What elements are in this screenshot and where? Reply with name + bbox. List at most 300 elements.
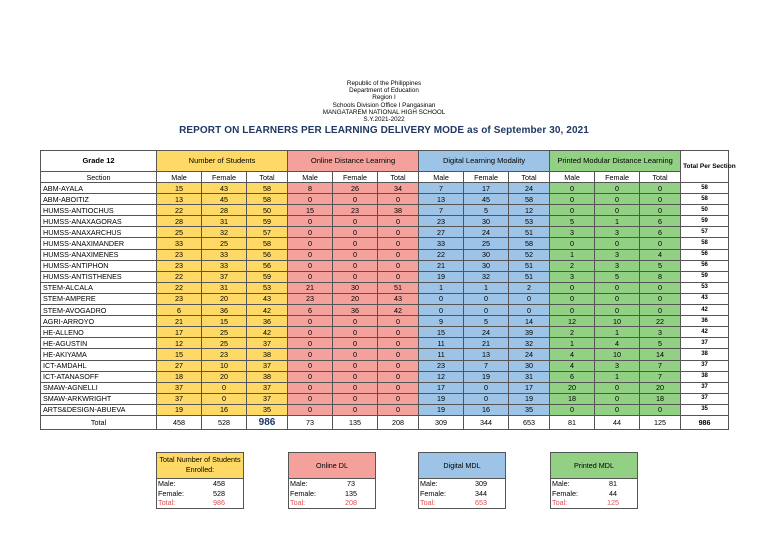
value-cell: 0	[202, 382, 247, 393]
section-name: HUMSS-ANAXAGORAS	[41, 216, 157, 227]
summary-female-row	[157, 489, 243, 499]
value-cell: 0	[464, 293, 509, 304]
value-cell: 42	[247, 305, 288, 316]
value-cell: 0	[333, 227, 378, 238]
value-cell: 33	[157, 238, 202, 249]
table-row	[41, 249, 729, 260]
value-cell: 37	[202, 271, 247, 282]
table-row	[41, 238, 729, 249]
value-cell: 32	[464, 271, 509, 282]
value-cell: 58	[247, 194, 288, 205]
value-cell: 1	[419, 282, 464, 293]
summary-label: Male:	[420, 479, 438, 488]
summary-title: Digital MDL	[419, 453, 505, 479]
value-cell: 0	[378, 260, 419, 271]
report-title: REPORT ON LEARNERS PER LEARNING DELIVERY MODE as of September 30, 2021	[179, 125, 589, 136]
section-name: STEM-ALCALA	[41, 282, 157, 293]
value-cell: 23	[419, 360, 464, 371]
value-cell: 0	[288, 360, 333, 371]
value-cell: 3	[550, 227, 595, 238]
sub-total: Total	[247, 172, 288, 183]
value-cell: 42	[378, 305, 419, 316]
table-row	[41, 338, 729, 349]
section-total-cell: 56	[681, 260, 729, 271]
learners-table	[40, 150, 736, 430]
value-cell: 0	[550, 293, 595, 304]
value-cell: 12	[550, 316, 595, 327]
value-cell: 23	[288, 293, 333, 304]
value-cell: 12	[509, 205, 550, 216]
value-cell: 0	[288, 249, 333, 260]
value-cell: 2	[509, 282, 550, 293]
table-row	[41, 327, 729, 338]
value-cell: 38	[247, 371, 288, 382]
value-cell: 34	[378, 183, 419, 194]
value-cell: 24	[464, 327, 509, 338]
value-cell: 0	[550, 404, 595, 415]
section-total-cell: 36	[681, 316, 729, 327]
value-cell: 23	[157, 249, 202, 260]
value-cell: 25	[202, 338, 247, 349]
value-cell: 0	[288, 271, 333, 282]
value-cell: 5	[595, 271, 640, 282]
summary-male-row	[157, 479, 243, 489]
value-cell: 36	[202, 305, 247, 316]
value-cell: 20	[202, 293, 247, 304]
value-cell: 23	[202, 349, 247, 360]
summary-label: Toal:	[420, 498, 436, 507]
value-cell: 0	[464, 305, 509, 316]
section-name: STEM-AVOGADRO	[41, 305, 157, 316]
value-cell: 43	[247, 293, 288, 304]
value-cell: 0	[419, 305, 464, 316]
summary-total-row	[419, 498, 505, 508]
value-cell: 0	[378, 360, 419, 371]
summary-online-dl	[288, 452, 376, 509]
value-cell: 0	[378, 338, 419, 349]
value-cell: 30	[464, 260, 509, 271]
value-cell: 37	[247, 360, 288, 371]
group-digital-learning-modality: Digital Learning Modality	[419, 151, 550, 172]
value-cell: 18	[550, 393, 595, 404]
value-cell: 31	[509, 371, 550, 382]
value-cell: 5	[640, 260, 681, 271]
value-cell: 0	[595, 194, 640, 205]
summary-label: Female:	[290, 488, 316, 498]
value-cell: 45	[202, 194, 247, 205]
summary-label: Female:	[158, 488, 184, 498]
section-name: ABM-ABOITIZ	[41, 194, 157, 205]
value-cell: 58	[509, 238, 550, 249]
value-cell: 33	[202, 260, 247, 271]
value-cell: 0	[595, 293, 640, 304]
value-cell: 37	[157, 382, 202, 393]
sub-total: Total	[509, 172, 550, 183]
header-line: Department of Education	[349, 87, 419, 95]
section-name: ARTS&DESIGN-ABUEVA	[41, 404, 157, 415]
value-cell: 30	[464, 249, 509, 260]
value-cell: 25	[202, 238, 247, 249]
value-cell: 15	[157, 349, 202, 360]
value-cell: 0	[288, 238, 333, 249]
value-cell: 24	[464, 227, 509, 238]
total-cell: 458	[157, 415, 202, 429]
summary-label: Toal:	[290, 498, 306, 507]
value-cell: 0	[288, 393, 333, 404]
sub-male: Male	[419, 172, 464, 183]
section-name: HUMSS-ANAXIMANDER	[41, 238, 157, 249]
value-cell: 0	[640, 305, 681, 316]
value-cell: 51	[509, 227, 550, 238]
value-cell: 4	[595, 338, 640, 349]
sub-male: Male	[157, 172, 202, 183]
value-cell: 0	[550, 238, 595, 249]
value-cell: 19	[509, 393, 550, 404]
value-cell: 43	[202, 183, 247, 194]
section-total-cell: 37	[681, 393, 729, 404]
value-cell: 10	[595, 349, 640, 360]
value-cell: 0	[202, 393, 247, 404]
summary-value: 309	[475, 479, 487, 488]
table-row	[41, 260, 729, 271]
summary-value: 81	[609, 479, 617, 488]
value-cell: 0	[550, 305, 595, 316]
section-name: STEM-AMPERE	[41, 293, 157, 304]
section-name: ABM-AYALA	[41, 183, 157, 194]
value-cell: 0	[333, 404, 378, 415]
section-header: Section	[41, 172, 157, 183]
totals-row	[41, 415, 729, 429]
value-cell: 21	[464, 338, 509, 349]
value-cell: 0	[640, 205, 681, 216]
value-cell: 19	[157, 404, 202, 415]
summary-label: Female:	[552, 488, 578, 498]
value-cell: 16	[202, 404, 247, 415]
total-cell: 125	[640, 415, 681, 429]
section-total-cell: 42	[681, 305, 729, 316]
value-cell: 42	[247, 327, 288, 338]
summary-female-row	[419, 489, 505, 499]
grade-label: Grade 12	[41, 151, 157, 172]
summary-value: 458	[213, 479, 225, 488]
value-cell: 13	[419, 194, 464, 205]
value-cell: 17	[464, 183, 509, 194]
value-cell: 0	[333, 249, 378, 260]
sub-male: Male	[288, 172, 333, 183]
section-total-cell: 58	[681, 194, 729, 205]
section-total-cell: 56	[681, 249, 729, 260]
value-cell: 30	[509, 360, 550, 371]
value-cell: 13	[157, 194, 202, 205]
summary-value: 653	[475, 498, 487, 507]
summary-value: 73	[347, 479, 355, 488]
value-cell: 0	[288, 194, 333, 205]
value-cell: 0	[595, 238, 640, 249]
summary-value: 125	[607, 498, 619, 507]
table-row	[41, 271, 729, 282]
value-cell: 37	[157, 393, 202, 404]
value-cell: 1	[595, 216, 640, 227]
section-total-cell: 43	[681, 293, 729, 304]
total-cell: 73	[288, 415, 333, 429]
value-cell: 28	[157, 216, 202, 227]
value-cell: 51	[509, 271, 550, 282]
section-name: AGRI-ARROYO	[41, 316, 157, 327]
section-total-cell: 38	[681, 349, 729, 360]
table-row	[41, 393, 729, 404]
table-row	[41, 194, 729, 205]
value-cell: 0	[288, 316, 333, 327]
value-cell: 19	[464, 371, 509, 382]
section-name: HUMSS-ANTIPHON	[41, 260, 157, 271]
value-cell: 0	[595, 183, 640, 194]
value-cell: 20	[550, 382, 595, 393]
summary-female-row	[289, 489, 375, 499]
summary-value: 135	[345, 488, 357, 498]
value-cell: 0	[288, 338, 333, 349]
value-cell: 1	[464, 282, 509, 293]
value-cell: 33	[202, 249, 247, 260]
value-cell: 0	[333, 371, 378, 382]
value-cell: 53	[509, 216, 550, 227]
value-cell: 26	[333, 183, 378, 194]
value-cell: 9	[419, 316, 464, 327]
value-cell: 14	[509, 316, 550, 327]
table-row	[41, 227, 729, 238]
value-cell: 5	[464, 205, 509, 216]
table-row	[41, 404, 729, 415]
header-line: Republic of the Philippines	[346, 80, 422, 87]
summary-total-row	[289, 498, 375, 508]
value-cell: 45	[464, 194, 509, 205]
summary-printed-mdl	[550, 452, 638, 509]
value-cell: 27	[419, 227, 464, 238]
value-cell: 10	[595, 316, 640, 327]
value-cell: 7	[419, 205, 464, 216]
table-row	[41, 360, 729, 371]
value-cell: 0	[509, 293, 550, 304]
value-cell: 1	[595, 371, 640, 382]
total-cell: 653	[509, 415, 550, 429]
value-cell: 3	[595, 260, 640, 271]
total-per-section-header: Total Per Section	[681, 151, 729, 183]
section-name: SMAW-ARKWRIGHT	[41, 393, 157, 404]
value-cell: 0	[378, 216, 419, 227]
summary-total-row	[551, 498, 637, 508]
value-cell: 12	[157, 338, 202, 349]
section-total-cell: 37	[681, 382, 729, 393]
value-cell: 22	[157, 282, 202, 293]
header-line: MANGATAREM NATIONAL HIGH SCHOOL	[322, 108, 446, 116]
value-cell: 22	[640, 316, 681, 327]
value-cell: 0	[333, 393, 378, 404]
value-cell: 10	[202, 360, 247, 371]
value-cell: 23	[419, 216, 464, 227]
summary-value: 344	[475, 488, 487, 498]
section-total-cell: 58	[681, 238, 729, 249]
summary-digital-mdl	[418, 452, 506, 509]
value-cell: 1	[595, 327, 640, 338]
value-cell: 15	[157, 183, 202, 194]
value-cell: 36	[333, 305, 378, 316]
value-cell: 0	[378, 249, 419, 260]
value-cell: 38	[247, 349, 288, 360]
total-cell: 528	[202, 415, 247, 429]
value-cell: 31	[202, 216, 247, 227]
value-cell: 22	[419, 249, 464, 260]
section-total-cell: 59	[681, 216, 729, 227]
value-cell: 15	[419, 327, 464, 338]
value-cell: 3	[595, 360, 640, 371]
value-cell: 25	[202, 327, 247, 338]
table-row	[41, 382, 729, 393]
value-cell: 0	[333, 382, 378, 393]
value-cell: 5	[640, 338, 681, 349]
section-total-cell: 42	[681, 327, 729, 338]
section-name: HUMSS-ANAXIMENES	[41, 249, 157, 260]
table-row	[41, 282, 729, 293]
header-line: Schools Division Office I Pangasinan	[332, 101, 436, 109]
summary-label: Total:	[158, 498, 176, 507]
summary-label: Male:	[158, 479, 176, 488]
summary-value: 986	[213, 498, 225, 507]
value-cell: 0	[595, 393, 640, 404]
value-cell: 1	[550, 249, 595, 260]
value-cell: 0	[288, 327, 333, 338]
value-cell: 5	[464, 316, 509, 327]
value-cell: 0	[595, 205, 640, 216]
value-cell: 19	[419, 271, 464, 282]
summary-label: Male:	[290, 479, 308, 488]
value-cell: 36	[247, 316, 288, 327]
value-cell: 0	[464, 393, 509, 404]
header-line: Region I	[372, 94, 396, 102]
section-total-cell: 57	[681, 227, 729, 238]
group-number-of-students: Number of Students	[157, 151, 288, 172]
value-cell: 35	[247, 404, 288, 415]
value-cell: 14	[640, 349, 681, 360]
value-cell: 0	[640, 282, 681, 293]
value-cell: 18	[640, 393, 681, 404]
value-cell: 0	[378, 371, 419, 382]
section-name: SMAW-AGNELLI	[41, 382, 157, 393]
value-cell: 3	[595, 249, 640, 260]
value-cell: 21	[288, 282, 333, 293]
value-cell: 0	[464, 382, 509, 393]
summary-female-row	[551, 489, 637, 499]
value-cell: 59	[247, 216, 288, 227]
summary-male-row	[419, 479, 505, 489]
section-name: HE-AKIYAMA	[41, 349, 157, 360]
section-total-cell: 35	[681, 404, 729, 415]
section-name: ICT-AMDAHL	[41, 360, 157, 371]
value-cell: 3	[595, 227, 640, 238]
summary-label: Male:	[552, 479, 570, 488]
summary-value: 44	[609, 488, 617, 498]
section-total-cell: 37	[681, 360, 729, 371]
group-printed-modular: Printed Modular Distance Learning	[550, 151, 681, 172]
section-name: HUMSS-ANTISTHENES	[41, 271, 157, 282]
table-row	[41, 349, 729, 360]
value-cell: 27	[157, 360, 202, 371]
value-cell: 7	[640, 360, 681, 371]
value-cell: 20	[333, 293, 378, 304]
summary-title: Printed MDL	[551, 453, 637, 479]
value-cell: 23	[333, 205, 378, 216]
sub-total: Total	[378, 172, 419, 183]
value-cell: 0	[378, 194, 419, 205]
value-cell: 59	[247, 271, 288, 282]
value-cell: 24	[509, 183, 550, 194]
table-row	[41, 205, 729, 216]
sub-female: Female	[202, 172, 247, 183]
value-cell: 20	[640, 382, 681, 393]
value-cell: 0	[595, 305, 640, 316]
value-cell: 0	[333, 360, 378, 371]
value-cell: 0	[378, 238, 419, 249]
section-name: ICT-ATANASOFF	[41, 371, 157, 382]
value-cell: 6	[157, 305, 202, 316]
value-cell: 0	[640, 238, 681, 249]
value-cell: 15	[202, 316, 247, 327]
value-cell: 43	[378, 293, 419, 304]
value-cell: 6	[640, 227, 681, 238]
value-cell: 0	[288, 349, 333, 360]
value-cell: 0	[333, 260, 378, 271]
value-cell: 19	[419, 393, 464, 404]
value-cell: 0	[333, 238, 378, 249]
value-cell: 23	[157, 293, 202, 304]
table-row	[41, 316, 729, 327]
value-cell: 0	[333, 316, 378, 327]
value-cell: 23	[157, 260, 202, 271]
value-cell: 0	[288, 227, 333, 238]
section-total-cell: 53	[681, 282, 729, 293]
total-cell: 81	[550, 415, 595, 429]
value-cell: 56	[247, 249, 288, 260]
value-cell: 21	[157, 316, 202, 327]
value-cell: 0	[595, 282, 640, 293]
sub-male: Male	[550, 172, 595, 183]
value-cell: 37	[247, 382, 288, 393]
value-cell: 28	[202, 205, 247, 216]
section-name: HE-AGUSTIN	[41, 338, 157, 349]
value-cell: 22	[157, 271, 202, 282]
value-cell: 30	[464, 216, 509, 227]
total-cell: 208	[378, 415, 419, 429]
summary-title: Online DL	[289, 453, 375, 479]
value-cell: 11	[419, 338, 464, 349]
value-cell: 0	[288, 260, 333, 271]
summary-total-row	[157, 498, 243, 508]
value-cell: 39	[509, 327, 550, 338]
value-cell: 19	[419, 404, 464, 415]
value-cell: 15	[288, 205, 333, 216]
value-cell: 0	[333, 349, 378, 360]
summary-value: 528	[213, 488, 225, 498]
value-cell: 0	[640, 183, 681, 194]
table-row	[41, 293, 729, 304]
value-cell: 18	[157, 371, 202, 382]
value-cell: 25	[157, 227, 202, 238]
value-cell: 0	[378, 382, 419, 393]
group-online-distance-learning: Online Distance Learning	[288, 151, 419, 172]
value-cell: 37	[247, 338, 288, 349]
total-cell: 44	[595, 415, 640, 429]
section-total-cell: 59	[681, 271, 729, 282]
summary-total-enrolled	[156, 452, 244, 509]
value-cell: 2	[550, 260, 595, 271]
